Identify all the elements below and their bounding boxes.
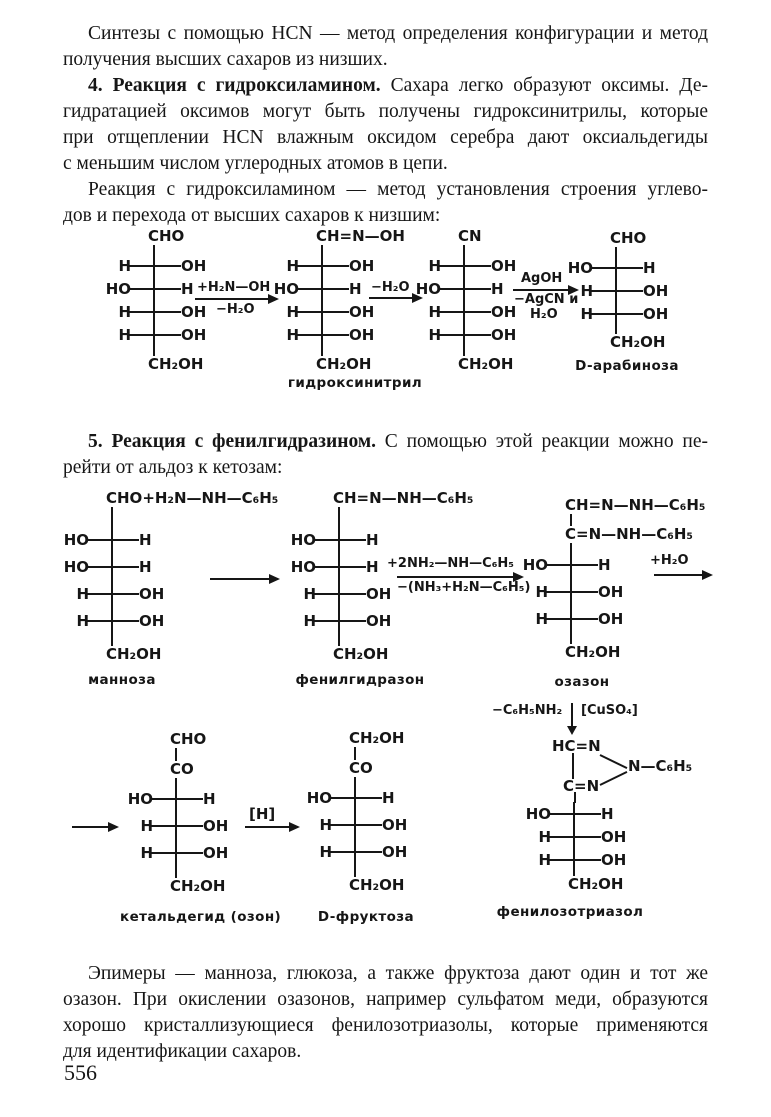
substituent-left: H: [580, 304, 593, 323]
text-line: гидратацией оксимов могут быть получены гидроксинитрилы, которые: [63, 101, 708, 122]
substituent-left: H: [286, 302, 299, 321]
substituent-right: OH: [139, 611, 165, 630]
text-line: Реакция с гидроксиламином — метод установления строения углево-: [88, 179, 708, 200]
substituent-right: H: [382, 788, 395, 807]
substituent-left: H: [535, 582, 548, 601]
paragraph-section-5: [63, 429, 708, 481]
substituent-left: H: [140, 816, 153, 835]
formula-top: CHO: [170, 730, 207, 748]
bond-cross: [316, 580, 364, 607]
bond-stem: [300, 865, 440, 877]
substituent-left: HO: [522, 555, 548, 574]
fischer-row: [284, 526, 424, 553]
substituent-right: H: [601, 804, 614, 823]
bond-cross: [548, 605, 596, 632]
fischer-row: [99, 254, 239, 277]
fischer-oson: [121, 731, 261, 895]
bond-stem: [57, 634, 197, 646]
formula-bottom: CH₂OH: [316, 355, 372, 373]
substituent-left: HO: [290, 530, 316, 549]
bond-cross: [316, 526, 364, 553]
bond-cross: [332, 811, 380, 838]
reaction-arrow: [245, 826, 298, 828]
fischer-row: [519, 848, 659, 871]
substituent-left: H: [76, 611, 89, 630]
page-number: 556: [64, 1060, 97, 1085]
substituent-right: H: [349, 279, 362, 298]
bond-stem: [409, 346, 549, 356]
bond-stem: [519, 871, 659, 876]
structure-caption: D-фруктоза: [317, 909, 415, 925]
text-line: хорошо кристаллизующиеся фенилозотриазолы, которые применяются: [63, 1015, 708, 1036]
structure-caption: кетальдегид (озон): [120, 909, 282, 925]
formula-top: CHO+H₂N—NH—C₆H₅: [106, 489, 279, 507]
substituent-left: H: [118, 256, 131, 275]
fischer-row: [57, 553, 197, 580]
text-line: [63, 73, 708, 99]
reagent-aniline-loss: −C₆H₅NH₂: [492, 703, 563, 718]
substituent-left: H: [319, 842, 332, 861]
substituent-left: HO: [63, 557, 89, 576]
structure-caption: манноза: [88, 672, 156, 688]
reagent-copper-sulfate: [CuSO₄]: [581, 703, 638, 718]
substituent-right: OH: [601, 850, 627, 869]
fischer-row: [267, 254, 407, 277]
bond-stem: [300, 747, 440, 760]
fischer-row: [516, 578, 656, 605]
bond-cross: [299, 277, 347, 300]
reaction-arrow: [195, 298, 277, 300]
text-line: Синтезы с помощью HCN — метод определения конфигурации и метод: [88, 23, 708, 44]
substituent-left: HO: [290, 557, 316, 576]
formula-top: CN: [458, 227, 482, 245]
formula-top: CHO: [148, 227, 185, 245]
substituent-right: OH: [643, 304, 669, 323]
formula-bottom: CH₂OH: [458, 355, 514, 373]
substituent-right: OH: [598, 582, 624, 601]
substituent-left: HO: [306, 788, 332, 807]
reagent-below-arrow: −(NH₃+H₂N—C₆H₅): [397, 580, 531, 595]
text-line: для идентификации сахаров.: [63, 1041, 302, 1062]
bond-stem: [284, 634, 424, 646]
fischer-oxime: [267, 228, 407, 373]
fischer-row: [516, 551, 656, 578]
substituent-left: HO: [415, 279, 441, 298]
bond-cross: [153, 812, 201, 839]
bond-cross: [441, 300, 489, 323]
fischer-row: [300, 838, 440, 865]
bond-cross: [548, 551, 596, 578]
bond-cross: [299, 300, 347, 323]
substituent-left: H: [535, 609, 548, 628]
substituent-left: H: [303, 611, 316, 630]
triazole-ring-bottom: C=N: [563, 777, 600, 795]
substituent-right: OH: [181, 302, 207, 321]
text-line: [63, 429, 708, 455]
substituent-left: H: [118, 302, 131, 321]
bond-cross: [89, 580, 137, 607]
formula-bottom: CH₂OH: [106, 645, 162, 663]
substituent-left: H: [538, 827, 551, 846]
bond-cross: [551, 848, 599, 871]
bond-stem: [121, 748, 261, 761]
fischer-fructose: [300, 730, 440, 894]
fischer-row: [561, 302, 701, 325]
reagent-below-arrow: H₂O: [530, 307, 558, 322]
section-5-heading: 5. Реакция с фенилгидразином.: [88, 431, 376, 452]
bond-cross: [299, 254, 347, 277]
substituent-left: HO: [63, 530, 89, 549]
substituent-right: OH: [349, 256, 375, 275]
substituent-right: OH: [203, 843, 229, 862]
bond-stem: [516, 514, 656, 526]
formula-top-second: C=N—NH—C₆H₅: [565, 525, 693, 543]
substituent-right: OH: [491, 256, 517, 275]
bond-stem: [284, 507, 424, 526]
substituent-left: H: [538, 850, 551, 869]
bond-cross: [131, 323, 179, 346]
formula-bottom: CH₂OH: [568, 875, 624, 893]
substituent-right: OH: [598, 609, 624, 628]
substituent-right: H: [491, 279, 504, 298]
substituent-right: OH: [643, 281, 669, 300]
text-line: рейти от альдоз к кетозам:: [63, 457, 283, 478]
structure-caption: гидроксинитрил: [287, 375, 423, 391]
bond-cross: [89, 553, 137, 580]
bond-stem: [516, 632, 656, 644]
fischer-row: [519, 802, 659, 825]
bond-cross: [332, 784, 380, 811]
substituent-right: OH: [366, 584, 392, 603]
bond-cross: [131, 254, 179, 277]
bond-stem: [300, 777, 440, 784]
substituent-right: OH: [181, 325, 207, 344]
substituent-right: OH: [349, 325, 375, 344]
text-line: дов и перехода от высших сахаров к низшим:: [63, 205, 441, 226]
substituent-left: H: [76, 584, 89, 603]
continuation-arrow: [72, 826, 117, 828]
reagent-above-arrow: [Н]: [249, 805, 276, 823]
substituent-left: HO: [105, 279, 131, 298]
formula-top-second: CO: [349, 759, 373, 777]
substituent-right: OH: [139, 584, 165, 603]
bond-stem: [99, 346, 239, 356]
bond-cross: [332, 838, 380, 865]
fischer-row: [267, 323, 407, 346]
ring-bond-diagonal: [600, 754, 628, 769]
fischer-row: [409, 323, 549, 346]
bond-cross: [441, 277, 489, 300]
bond-stem: [267, 245, 407, 254]
substituent-right: OH: [181, 256, 207, 275]
substituent-left: H: [428, 302, 441, 321]
fischer-row: [300, 784, 440, 811]
paragraph-epimers: [63, 961, 708, 1065]
formula-bottom: CH₂OH: [349, 876, 405, 894]
fischer-row: [121, 839, 261, 866]
ring-bond-left: [572, 753, 574, 779]
bond-cross: [153, 839, 201, 866]
bond-stem: [121, 866, 261, 878]
bond-cross: [551, 825, 599, 848]
paragraph-intro: [63, 21, 708, 73]
reagent-below-arrow: −AgCN и: [514, 292, 579, 307]
fischer-row: [121, 812, 261, 839]
structure-caption: D-арабиноза: [575, 358, 679, 374]
substituent-right: H: [643, 258, 656, 277]
substituent-left: H: [286, 256, 299, 275]
bond-cross: [299, 323, 347, 346]
bond-stem: [99, 245, 239, 254]
fischer-row: [284, 607, 424, 634]
formula-top: CH=N—NH—C₆H₅: [565, 496, 706, 514]
substituent-right: OH: [601, 827, 627, 846]
structure-caption: фенилозотриазол: [496, 904, 644, 920]
formula-bottom: CH₂OH: [610, 333, 666, 351]
formula-top-second: CO: [170, 760, 194, 778]
substituent-left: H: [118, 325, 131, 344]
substituent-left: HO: [567, 258, 593, 277]
substituent-left: HO: [525, 804, 551, 823]
bond-cross: [131, 300, 179, 323]
bond-stem: [561, 325, 701, 334]
substituent-right: H: [598, 555, 611, 574]
substituent-right: H: [139, 530, 152, 549]
fischer-osazone: [516, 496, 706, 661]
bond-cross: [131, 277, 179, 300]
ring-bond-diagonal: [600, 771, 628, 786]
formula-top: CH₂OH: [349, 729, 405, 747]
substituent-left: H: [319, 815, 332, 834]
text-line: Эпимеры — манноза, глюкоза, а также фруктоза дают один и тот же: [88, 963, 708, 984]
bond-cross: [89, 526, 137, 553]
bond-cross: [551, 802, 599, 825]
substituent-right: OH: [382, 842, 408, 861]
fischer-row: [561, 279, 701, 302]
substituent-left: HO: [127, 789, 153, 808]
down-arrow-line: [571, 703, 573, 727]
fischer-arabinose: [561, 230, 701, 351]
triazole-ring-nphenyl: N—C₆H₅: [628, 757, 693, 775]
bond-cross: [593, 256, 641, 279]
substituent-right: H: [366, 530, 379, 549]
text-line: получения высших сахаров из низших.: [63, 49, 388, 70]
fischer-mannose: [57, 489, 279, 663]
paragraph-hydroxylamine: [63, 177, 708, 229]
reaction-arrow: [397, 576, 522, 578]
text-line: с меньшим числом углеродных атомов в цепи.: [63, 153, 448, 174]
formula-bottom: CH₂OH: [565, 643, 621, 661]
bond-cross: [548, 578, 596, 605]
bond-stem: [561, 247, 701, 256]
reagent-above-arrow: −H₂O: [371, 280, 410, 295]
fischer-row: [300, 811, 440, 838]
bond-cross: [89, 607, 137, 634]
substituent-left: H: [428, 256, 441, 275]
reagent-above-arrow: +H₂O: [650, 553, 689, 568]
bond-stem: [57, 507, 197, 526]
substituent-right: OH: [349, 302, 375, 321]
fischer-row: [267, 300, 407, 323]
bond-stem: [516, 543, 656, 551]
reaction-arrow: [210, 578, 278, 580]
formula-bottom: CH₂OH: [333, 645, 389, 663]
bond-cross: [593, 302, 641, 325]
substituent-left: H: [286, 325, 299, 344]
text-run: С помощью этой реакции можно пе-: [375, 431, 708, 452]
structure-caption: озазон: [554, 674, 610, 690]
bond-cross: [441, 254, 489, 277]
substituent-right: OH: [491, 325, 517, 344]
substituent-right: OH: [203, 816, 229, 835]
substituent-right: OH: [366, 611, 392, 630]
triazole-ring-top: HC=N: [552, 737, 601, 755]
reaction-arrow: [654, 574, 711, 576]
substituent-left: H: [580, 281, 593, 300]
substituent-right: H: [203, 789, 216, 808]
substituent-right: OH: [382, 815, 408, 834]
formula-bottom: CH₂OH: [148, 355, 204, 373]
down-arrow-head: [567, 726, 577, 735]
substituent-left: H: [428, 325, 441, 344]
fischer-row: [57, 526, 197, 553]
formula-top: CHO: [610, 229, 647, 247]
substituent-right: H: [139, 557, 152, 576]
fischer-phenylosotriazole: [519, 802, 659, 893]
text-line: озазон. При окислении озазонов, например сульфатом меди, образуются: [63, 989, 708, 1010]
bond-stem: [267, 346, 407, 356]
fischer-row: [519, 825, 659, 848]
fischer-row: [57, 580, 197, 607]
bond-stem: [409, 245, 549, 254]
fischer-row: [57, 607, 197, 634]
formula-top: CH=N—OH: [316, 227, 405, 245]
bond-cross: [316, 607, 364, 634]
bond-cross: [593, 279, 641, 302]
bond-cross: [441, 323, 489, 346]
substituent-left: H: [140, 843, 153, 862]
substituent-right: H: [181, 279, 194, 298]
fischer-aldose: [99, 228, 239, 373]
reagent-above-arrow: +2NH₂—NH—C₆H₅: [387, 556, 514, 571]
bond-cross: [153, 785, 201, 812]
substituent-left: H: [303, 584, 316, 603]
reagent-above-arrow: +H₂N—OH: [197, 280, 271, 295]
fischer-row: [121, 785, 261, 812]
formula-bottom: CH₂OH: [170, 877, 226, 895]
fischer-row: [516, 605, 656, 632]
reagent-below-arrow: −H₂O: [216, 302, 255, 317]
text-run: Сахара легко образуют оксимы. Де-: [380, 75, 708, 96]
fischer-row: [99, 323, 239, 346]
section-4-heading: 4. Реакция с гидроксиламином.: [88, 75, 381, 96]
structure-caption: фенилгидразон: [295, 672, 425, 688]
substituent-left: HO: [273, 279, 299, 298]
substituent-right: OH: [491, 302, 517, 321]
text-line: при отщеплении HCN влажным оксидом серебра дают оксиальдегиды: [63, 127, 708, 148]
formula-top: CH=N—NH—C₆H₅: [333, 489, 474, 507]
bond-cross: [316, 553, 364, 580]
bond-stem: [121, 778, 261, 785]
reagent-above-arrow: AgOH: [521, 271, 563, 286]
substituent-right: H: [366, 557, 379, 576]
fischer-row: [561, 256, 701, 279]
paragraph-section-4: [63, 73, 708, 177]
